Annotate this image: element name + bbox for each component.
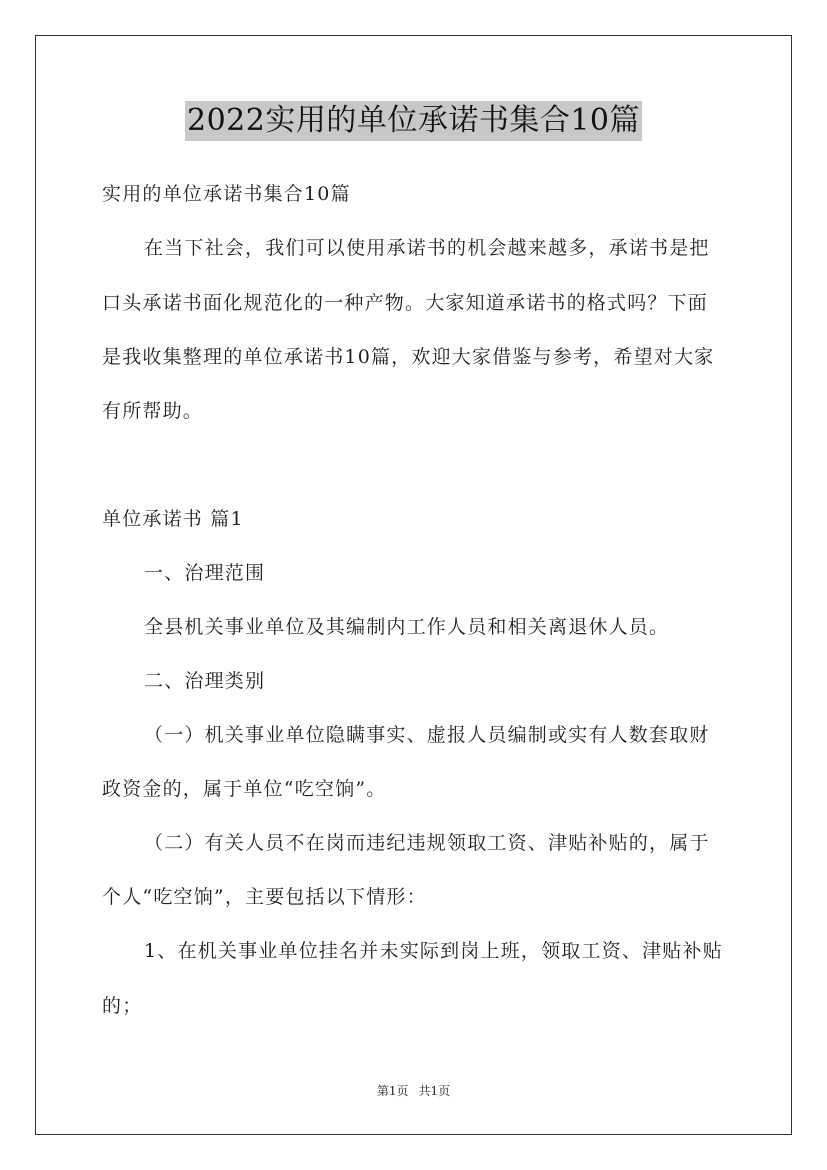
body-line: 二、治理类别	[144, 670, 266, 692]
body-line: 的；	[102, 995, 143, 1017]
body-line: 1、在机关事业单位挂名并未实际到岗上班，领取工资、津贴补贴	[144, 940, 723, 962]
body-line: （二）有关人员不在岗而违纪违规领取工资、津贴补贴的，属于	[144, 832, 710, 854]
body-line: （一）机关事业单位隐瞒事实、虚报人员编制或实有人数套取财	[144, 724, 710, 746]
document-subtitle: 实用的单位承诺书集合10篇	[102, 183, 351, 205]
page-total: 共1页	[418, 1084, 451, 1098]
body-line: 一、治理范围	[144, 562, 266, 584]
page-footer	[0, 1083, 827, 1099]
body-line: 全县机关事业单位及其编制内工作人员和相关离退休人员。	[144, 616, 670, 638]
intro-paragraph-line: 在当下社会，我们可以使用承诺书的机会越来越多，承诺书是把	[144, 237, 710, 259]
intro-paragraph-line: 口头承诺书面化规范化的一种产物。大家知道承诺书的格式吗？下面	[102, 292, 709, 314]
body-line: 政资金的，属于单位“吃空饷”。	[102, 778, 387, 800]
section-heading: 单位承诺书 篇1	[102, 508, 244, 530]
page-number: 第1页	[376, 1084, 409, 1098]
body-line: 个人“吃空饷”，主要包括以下情形：	[102, 886, 427, 908]
document-title: 2022实用的单位承诺书集合10篇	[185, 101, 642, 141]
intro-paragraph-line: 有所帮助。	[102, 400, 204, 422]
title-container	[0, 101, 827, 141]
intro-paragraph-line: 是我收集整理的单位承诺书10篇，欢迎大家借鉴与参考，希望对大家	[102, 346, 715, 368]
